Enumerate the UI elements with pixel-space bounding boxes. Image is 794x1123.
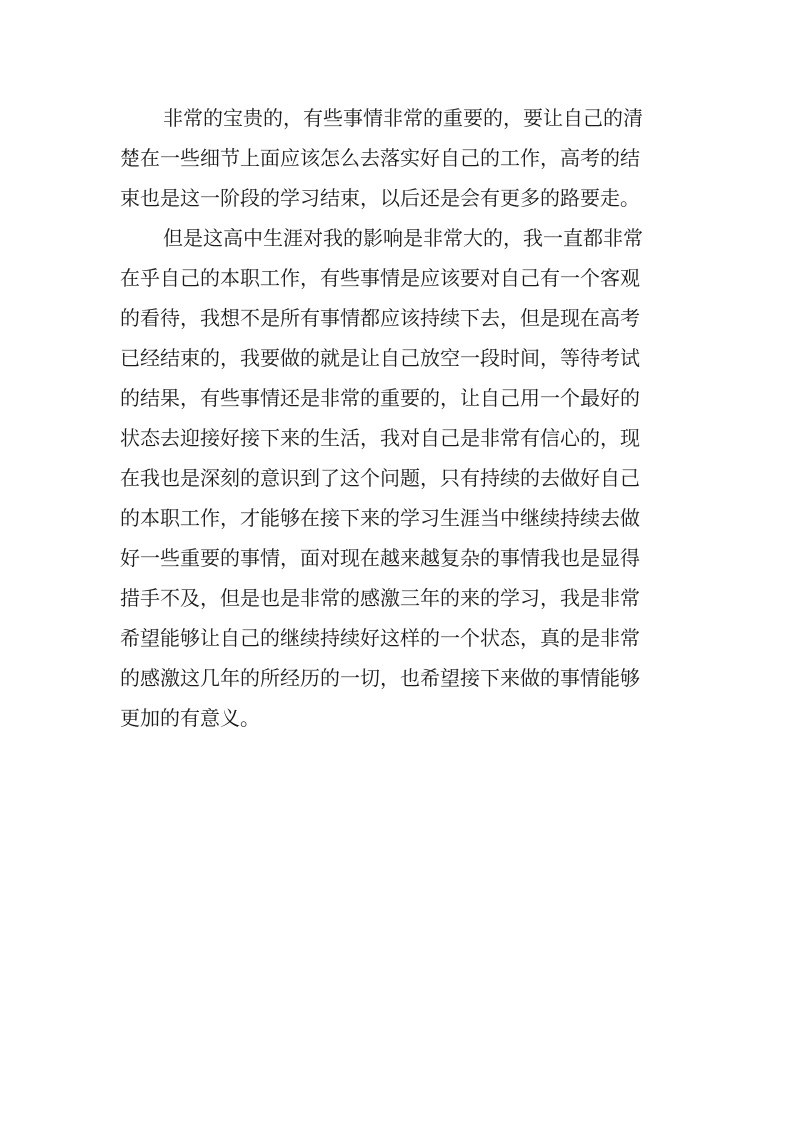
text-line: 状态去迎接好接下来的生活，我对自己是非常有信心的，现 <box>120 426 640 450</box>
text-line: 的感激这几年的所经历的一切，也希望接下来做的事情能够 <box>120 666 640 690</box>
text-line: 束也是这一阶段的学习结束，以后还是会有更多的路要走。 <box>120 186 640 210</box>
text-line: 好一些重要的事情，面对现在越来越复杂的事情我也是显得 <box>120 546 640 570</box>
text-line: 非常的宝贵的，有些事情非常的重要的，要让自己的清 <box>163 106 643 130</box>
body-text <box>120 98 675 738</box>
text-line: 在我也是深刻的意识到了这个问题，只有持续的去做好自己 <box>120 466 640 490</box>
text-line: 的看待，我想不是所有事情都应该持续下去，但是现在高考 <box>120 306 640 330</box>
text-line: 但是这高中生涯对我的影响是非常大的，我一直都非常 <box>163 226 643 250</box>
paragraph-1 <box>120 98 675 218</box>
text-line: 更加的有意义。 <box>120 706 260 730</box>
text-line: 楚在一些细节上面应该怎么去落实好自己的工作，高考的结 <box>120 146 640 170</box>
text-line: 希望能够让自己的继续持续好这样的一个状态，真的是非常 <box>120 626 640 650</box>
text-line: 的结果，有些事情还是非常的重要的，让自己用一个最好的 <box>120 386 640 410</box>
text-line: 已经结束的，我要做的就是让自己放空一段时间，等待考试 <box>120 346 640 370</box>
text-line: 的本职工作，才能够在接下来的学习生涯当中继续持续去做 <box>120 506 640 530</box>
paragraph-2 <box>120 218 675 738</box>
text-line: 措手不及，但是也是非常的感激三年的来的学习，我是非常 <box>120 586 640 610</box>
text-line: 在乎自己的本职工作，有些事情是应该要对自己有一个客观 <box>120 266 640 290</box>
